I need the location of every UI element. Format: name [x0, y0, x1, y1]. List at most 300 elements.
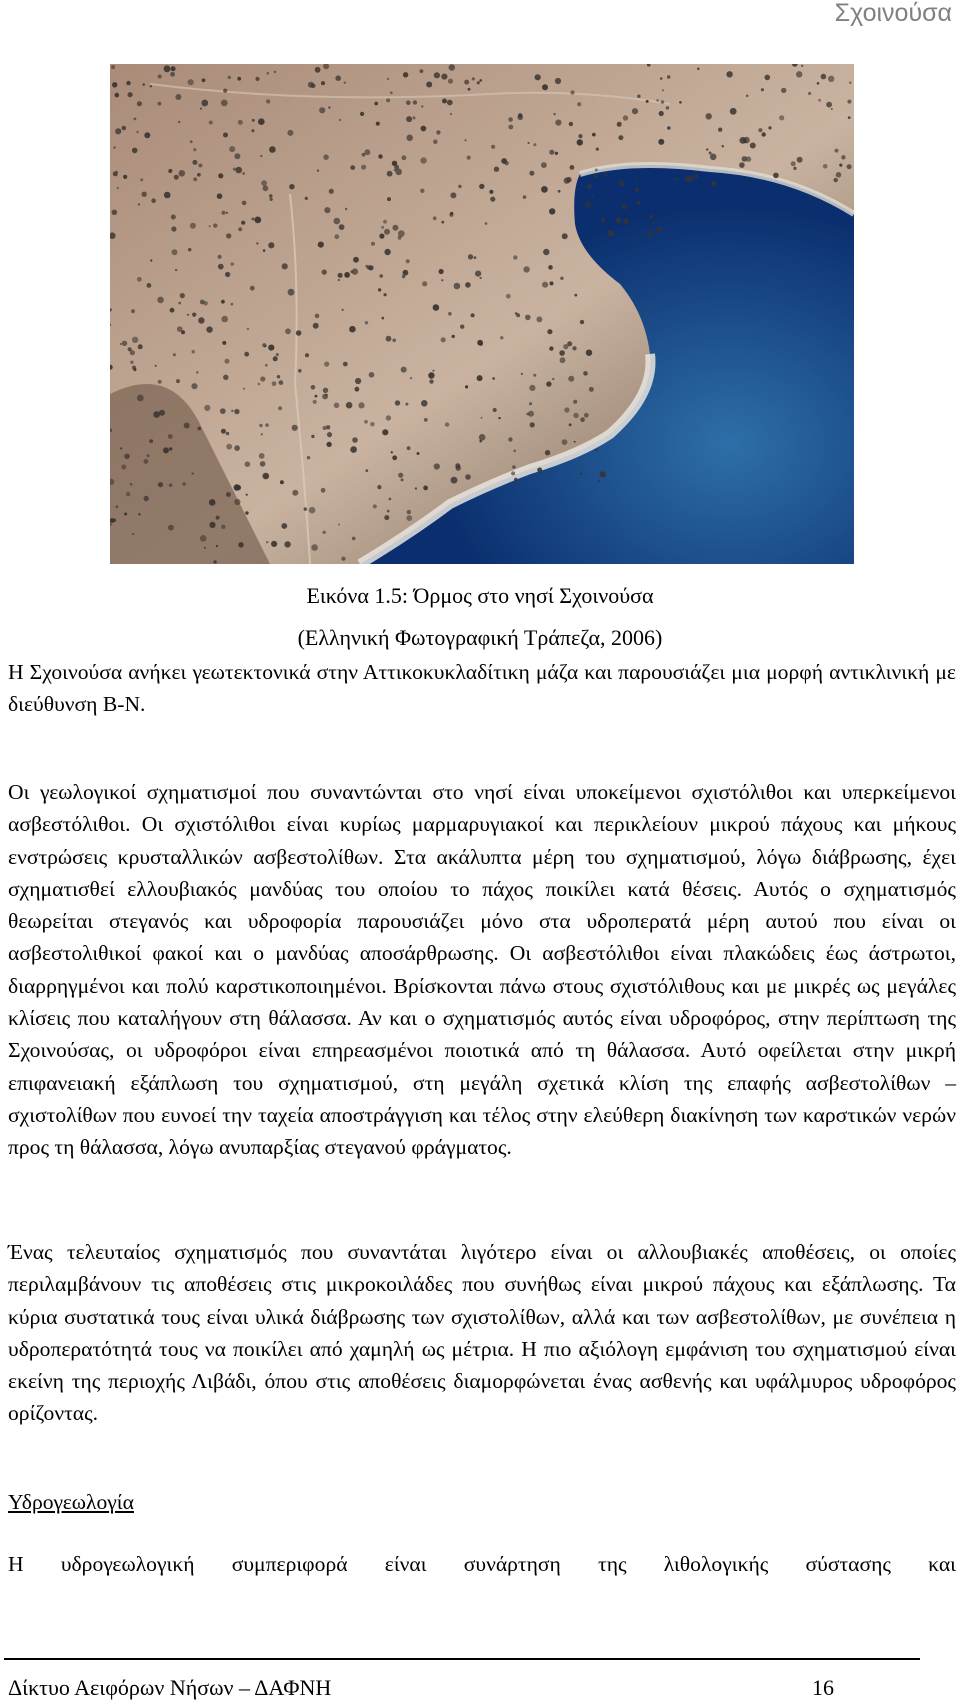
shrub: [204, 547, 206, 549]
shrub: [218, 173, 223, 178]
shrub: [533, 374, 536, 377]
shrub: [808, 92, 811, 95]
shrub: [587, 184, 592, 189]
shrub: [386, 415, 391, 420]
shrub: [407, 510, 411, 514]
shrub: [659, 111, 664, 116]
shrub: [168, 434, 173, 439]
shrub: [116, 171, 118, 173]
shrub: [617, 122, 622, 127]
shrub: [421, 400, 428, 407]
shrub: [529, 402, 532, 405]
shrub: [267, 72, 270, 75]
shrub: [322, 270, 327, 275]
shrub: [535, 74, 541, 80]
shrub: [796, 71, 802, 77]
shrub: [226, 212, 228, 214]
shrub: [220, 408, 226, 414]
shrub: [198, 317, 204, 323]
shrub: [280, 480, 284, 484]
shrub: [225, 272, 229, 276]
shrub: [841, 155, 845, 159]
shrub: [346, 402, 353, 409]
shrub: [355, 378, 361, 384]
shrub: [434, 72, 440, 78]
shrub: [475, 271, 481, 277]
shrub: [151, 198, 156, 203]
shrub: [387, 197, 391, 201]
shrub: [413, 100, 417, 104]
shrub: [378, 154, 382, 158]
shrub: [261, 180, 267, 186]
shrub: [577, 139, 583, 145]
shrub: [209, 522, 215, 528]
shrub: [190, 223, 196, 229]
shrub: [439, 269, 444, 274]
shrub: [168, 169, 172, 173]
shrub: [580, 417, 585, 422]
shrub: [329, 189, 334, 194]
shrub: [157, 297, 164, 304]
shrub: [474, 256, 477, 259]
shrub: [298, 369, 302, 373]
shrub: [407, 446, 411, 450]
shrub: [761, 88, 764, 91]
shrub: [305, 353, 309, 357]
shrub: [508, 437, 512, 441]
shrub: [831, 108, 833, 110]
shrub: [216, 516, 220, 520]
shrub: [238, 542, 243, 547]
shrub: [493, 408, 497, 412]
shrub: [514, 478, 518, 482]
shrub: [577, 102, 581, 106]
shrub: [426, 82, 432, 88]
shrub: [490, 197, 495, 202]
shrub: [828, 76, 834, 82]
shrub: [169, 447, 172, 450]
shrub: [646, 100, 649, 103]
shrub: [287, 130, 293, 136]
shrub: [131, 309, 135, 313]
shrub: [138, 344, 143, 349]
shrub: [730, 108, 737, 115]
shrub: [155, 365, 157, 367]
shrub: [791, 161, 796, 166]
shrub: [661, 100, 665, 104]
shrub: [821, 74, 827, 80]
shrub: [247, 328, 249, 330]
shrub: [223, 133, 228, 138]
shrub: [213, 560, 216, 563]
shrub: [559, 350, 565, 356]
shrub: [773, 173, 779, 179]
shrub: [383, 220, 387, 224]
shrub: [847, 100, 851, 104]
shrub: [541, 186, 548, 193]
shrub: [343, 362, 348, 367]
shrub: [726, 71, 732, 77]
shrub: [221, 525, 225, 529]
shrub: [243, 388, 245, 390]
shrub: [635, 178, 637, 180]
shrub: [765, 75, 771, 81]
shrub: [179, 170, 186, 177]
shrub: [420, 189, 424, 193]
shrub: [543, 249, 549, 255]
shrub: [324, 362, 329, 367]
shrub: [379, 274, 383, 278]
shrub: [133, 368, 136, 371]
shrub: [231, 303, 234, 306]
shrub: [170, 308, 175, 313]
shrub: [309, 507, 316, 514]
footer-rule: [4, 1658, 920, 1660]
shrub: [193, 148, 196, 151]
shrub: [265, 364, 268, 367]
shrub: [173, 353, 176, 356]
shrub: [272, 381, 277, 386]
shrub: [358, 402, 364, 408]
shrub: [595, 169, 598, 172]
shrub: [513, 255, 517, 259]
shrub: [685, 177, 690, 182]
shrub: [138, 513, 141, 516]
shrub: [586, 350, 592, 356]
shrub: [226, 444, 232, 450]
shrub: [662, 89, 664, 91]
shrub: [750, 143, 756, 149]
shrub: [421, 126, 427, 132]
shrub: [335, 75, 341, 81]
shrub: [269, 198, 272, 201]
shrub: [261, 433, 263, 435]
shrub: [433, 304, 440, 311]
shrub: [278, 406, 282, 410]
shrub: [344, 82, 346, 84]
shrub: [623, 219, 628, 224]
shrub: [313, 323, 319, 329]
shrub: [797, 157, 803, 163]
shrub: [171, 66, 176, 71]
shrub: [401, 478, 404, 481]
shrub: [138, 203, 140, 205]
shrub: [779, 115, 784, 120]
shrub: [120, 343, 122, 345]
shrub: [345, 208, 347, 210]
shrub: [328, 106, 330, 108]
shrub: [637, 95, 640, 98]
shrub: [321, 81, 325, 85]
shrub: [221, 316, 228, 323]
shrub: [175, 269, 177, 271]
shrub: [550, 281, 554, 285]
shrub: [402, 155, 407, 160]
page-number: 16: [812, 1675, 834, 1700]
shrub: [172, 249, 178, 255]
shrub: [221, 300, 225, 304]
shrub: [269, 146, 276, 153]
shrub: [555, 120, 561, 126]
shrub: [323, 388, 328, 393]
shrub: [762, 132, 766, 136]
shrub: [589, 387, 594, 392]
shrub: [121, 465, 126, 470]
shrub: [549, 346, 553, 350]
shrub: [464, 80, 469, 85]
shrub: [265, 423, 269, 427]
shrub: [600, 471, 606, 477]
shrub: [254, 217, 261, 224]
shrub: [433, 139, 438, 144]
shrub: [237, 77, 241, 81]
shrub: [706, 148, 708, 150]
shrub: [171, 226, 176, 231]
shrub: [660, 77, 663, 80]
shrub: [835, 149, 839, 153]
shrub: [276, 353, 279, 356]
shrub: [216, 545, 218, 547]
shrub: [365, 321, 368, 324]
shrub: [140, 178, 143, 181]
shrub: [323, 154, 329, 160]
shrub: [384, 293, 387, 296]
shrub: [305, 197, 308, 200]
shrub: [441, 74, 447, 80]
shrub: [374, 102, 378, 106]
shrub: [147, 454, 150, 457]
shrub: [255, 77, 259, 81]
shrub: [113, 519, 116, 522]
shrub: [222, 341, 226, 345]
shrub: [386, 336, 392, 342]
shrub: [622, 204, 627, 209]
shrub: [200, 108, 202, 110]
shrub: [441, 337, 446, 342]
shrub: [517, 115, 523, 121]
shrub: [200, 300, 205, 305]
shrub: [296, 330, 302, 336]
shrub: [595, 448, 598, 451]
shrub: [334, 234, 339, 239]
shrub: [365, 265, 368, 268]
shrub: [574, 294, 577, 297]
shrub: [192, 350, 195, 353]
shrub: [271, 541, 277, 547]
shrub: [123, 175, 127, 179]
shrub: [382, 429, 388, 435]
shrub: [124, 454, 130, 460]
shrub: [315, 314, 320, 319]
shrub: [533, 143, 536, 146]
shrub: [739, 162, 745, 168]
shrub: [258, 383, 261, 386]
shrub: [355, 387, 360, 392]
shrub: [134, 118, 137, 121]
shrub: [455, 463, 460, 468]
shrub: [653, 222, 655, 224]
shrub: [415, 487, 417, 489]
shrub: [311, 544, 318, 551]
shrub: [164, 65, 171, 72]
shrub: [251, 129, 254, 132]
shrub: [554, 113, 556, 115]
shrub: [209, 121, 213, 125]
shrub: [170, 72, 175, 77]
shrub: [516, 313, 520, 317]
shrub: [441, 221, 444, 224]
shrub: [546, 381, 551, 386]
shrub: [709, 152, 712, 155]
shrub: [350, 165, 355, 170]
shrub: [479, 184, 484, 189]
shrub: [202, 78, 206, 82]
shrub: [555, 78, 561, 84]
shrub: [342, 309, 344, 311]
shrub: [352, 437, 358, 443]
shrub: [153, 411, 160, 418]
shrub: [201, 100, 208, 107]
shrub: [209, 499, 216, 506]
shrub: [304, 507, 307, 510]
shrub: [235, 167, 242, 174]
shrub: [289, 184, 294, 189]
shrub: [188, 79, 194, 85]
shrub: [555, 152, 558, 155]
shrub: [321, 488, 326, 493]
shrub: [536, 316, 542, 322]
shrub: [234, 409, 239, 414]
shrub: [742, 156, 748, 162]
shrub: [458, 185, 461, 188]
shrub: [136, 131, 138, 133]
paragraph-2: Οι γεωλογικοί σχηματισμοί που συναντώνται στο νησί είναι υποκείμενοι σχιστόλιθοι και υπερκείμενοι ασβεστόλιθοι. Οι σχιστόλιθοι είναι κυρίως μαρμαρυγιακοί και περικλείουν μικρού πάχους και μήκους ενστρώσεις κρυσταλλικών ασβεστολίθων. Στα ακάλυπτα μέρη του σχηματισμού, λόγω διάβρωσης, έχει σχηματισθεί ελλουβιακός μανδύας του οποίου το πάχος ποικίλει κατά θέσεις. Αυτός ο σχηματισμός θεωρείται στεγανός και υδροφορία παρουσιάζει μόνο στα υδροπερατά μέρη αυτού που είναι οι ασβεστολιθικοί φακοί και ο μανδύας αποσάρθρωσης. Οι ασβεστόλιθοι είναι πλακώδεις έως άστρωτοι, διαρρηγμένοι και πολύ καρστικοποιημένοι. Βρίσκονται πάνω στους σχιστόλιθους και με μικρές ως μεγάλες κλίσεις που καταλήγουν στη θάλασσα. Αν και ο σχηματισμός αυτός είναι υδροφόρος, στην περίπτωση της Σχοινούσας, οι υδροφόροι είναι επηρεασμένοι ποιοτικά από τη θάλασσα. Αυτό οφείλεται στην μικρή επιφανειακή εξάπλωση του σχηματισμού, στη μεγάλη σχετικά κλίση της επαφής ασβεστολίθων – σχιστολίθων που ευνοεί την ταχεία αποστράγγιση και τέλος στην ελεύθερη διακίνηση των καρστικών νερών προς τη θάλασσα, λόγω ανυπαρξίας στεγανού φράγματος.: [8, 780, 956, 1160]
paragraph-1: Η Σχοινούσα ανήκει γεωτεκτονικά στην Αττικοκυκλαδίτικη μάζα και παρουσιάζει μια μορφή αντικλινική με διεύθυνση Β-Ν.: [8, 660, 956, 717]
shrub: [263, 249, 266, 252]
shrub: [448, 312, 452, 316]
shrub: [667, 126, 671, 130]
shrub: [637, 201, 641, 205]
shrub: [132, 533, 134, 535]
shrub: [196, 371, 199, 374]
shrub: [259, 453, 265, 459]
shrub: [481, 417, 483, 419]
shrub: [633, 239, 635, 241]
shrub: [158, 380, 162, 384]
shrub: [454, 283, 461, 290]
shrub: [353, 257, 359, 263]
shrub: [217, 193, 223, 199]
shrub: [656, 227, 661, 232]
shrub: [562, 233, 568, 239]
shrub: [406, 515, 412, 521]
shrub: [178, 302, 181, 305]
shrub: [384, 515, 389, 520]
shrub: [213, 223, 217, 227]
shrub: [182, 482, 185, 485]
shrub: [192, 160, 197, 165]
shrub: [572, 346, 576, 350]
shrub: [126, 81, 130, 85]
shrub: [124, 513, 127, 516]
shrub: [241, 221, 245, 225]
shrub: [523, 195, 527, 199]
shrub: [650, 215, 654, 219]
shrub: [817, 82, 820, 85]
shrub: [158, 75, 162, 79]
shrub: [112, 210, 118, 216]
shrub: [192, 313, 196, 317]
shrub: [793, 167, 796, 170]
shrub: [472, 77, 475, 80]
shrub: [344, 272, 350, 278]
shrub: [226, 233, 231, 238]
shrub: [406, 259, 410, 263]
shrub: [423, 486, 428, 491]
shrub: [319, 107, 325, 113]
shrub: [226, 432, 230, 436]
shrub: [379, 234, 384, 239]
shrub: [467, 156, 471, 160]
shrub: [132, 337, 138, 343]
shrub: [421, 105, 423, 107]
shrub: [352, 268, 358, 274]
shrub: [113, 146, 115, 148]
shrub: [618, 180, 624, 186]
shrub: [768, 126, 771, 129]
shrub: [386, 98, 390, 102]
shrub: [450, 192, 456, 198]
shrub: [450, 113, 452, 115]
shrub: [422, 281, 427, 286]
shrub: [262, 343, 266, 347]
shrub: [658, 139, 664, 145]
shrub: [479, 434, 486, 441]
shrub: [311, 385, 316, 390]
shrub: [360, 112, 364, 116]
shrub: [338, 524, 340, 526]
aerial-bay-illustration: [110, 64, 854, 564]
section-heading-hydrogeology: Υδρογεωλογία: [8, 1490, 134, 1514]
shrub: [402, 275, 405, 278]
shrub: [569, 122, 573, 126]
shrub: [234, 484, 240, 490]
shrub: [406, 116, 412, 122]
shrub: [147, 283, 152, 288]
shrub: [465, 139, 467, 141]
shrub: [322, 394, 328, 400]
shrub: [465, 474, 471, 480]
shrub: [848, 116, 851, 119]
shrub: [398, 230, 405, 237]
shrub: [449, 64, 455, 70]
shrub: [530, 422, 535, 427]
shrub: [460, 325, 464, 329]
shrub: [273, 356, 278, 361]
shrub: [158, 102, 162, 106]
shrub: [263, 473, 270, 480]
shrub: [252, 119, 255, 122]
shrub: [667, 75, 670, 78]
shrub: [465, 282, 471, 288]
paragraph-3: Ένας τελευταίος σχηματισμός που συναντάται λιγότερο είναι οι αλλουβιακές αποθέσεις, οι οποίες περιλαμβάνουν τις αποθέσεις στις μικροκοιλάδες που συνήθως είναι μικρού πάχους και εξάπλωσης. Τα κύρια συστατικά τους είναι υλικά διάβρωσης των σχιστολίθων, αλλά και των ασβεστολίθων, με συνέπεια η υδροπερατότητά τους να ποικίλει από χαμηλή ως μέτρια. Η πιο αξιόλογη εμφάνιση του σχηματισμού είναι εκείνη της περιοχής Λιβάδι, όπου στις αποθέσεις διαμορφώνεται ένας ασθενής και υφάλμυρος υδροφόρος ορίζοντας.: [8, 1240, 956, 1426]
shrub: [323, 426, 327, 430]
shrub: [198, 427, 202, 431]
shrub: [371, 242, 375, 246]
shrub: [420, 157, 426, 163]
shrub: [204, 405, 210, 411]
shrub: [739, 137, 746, 144]
